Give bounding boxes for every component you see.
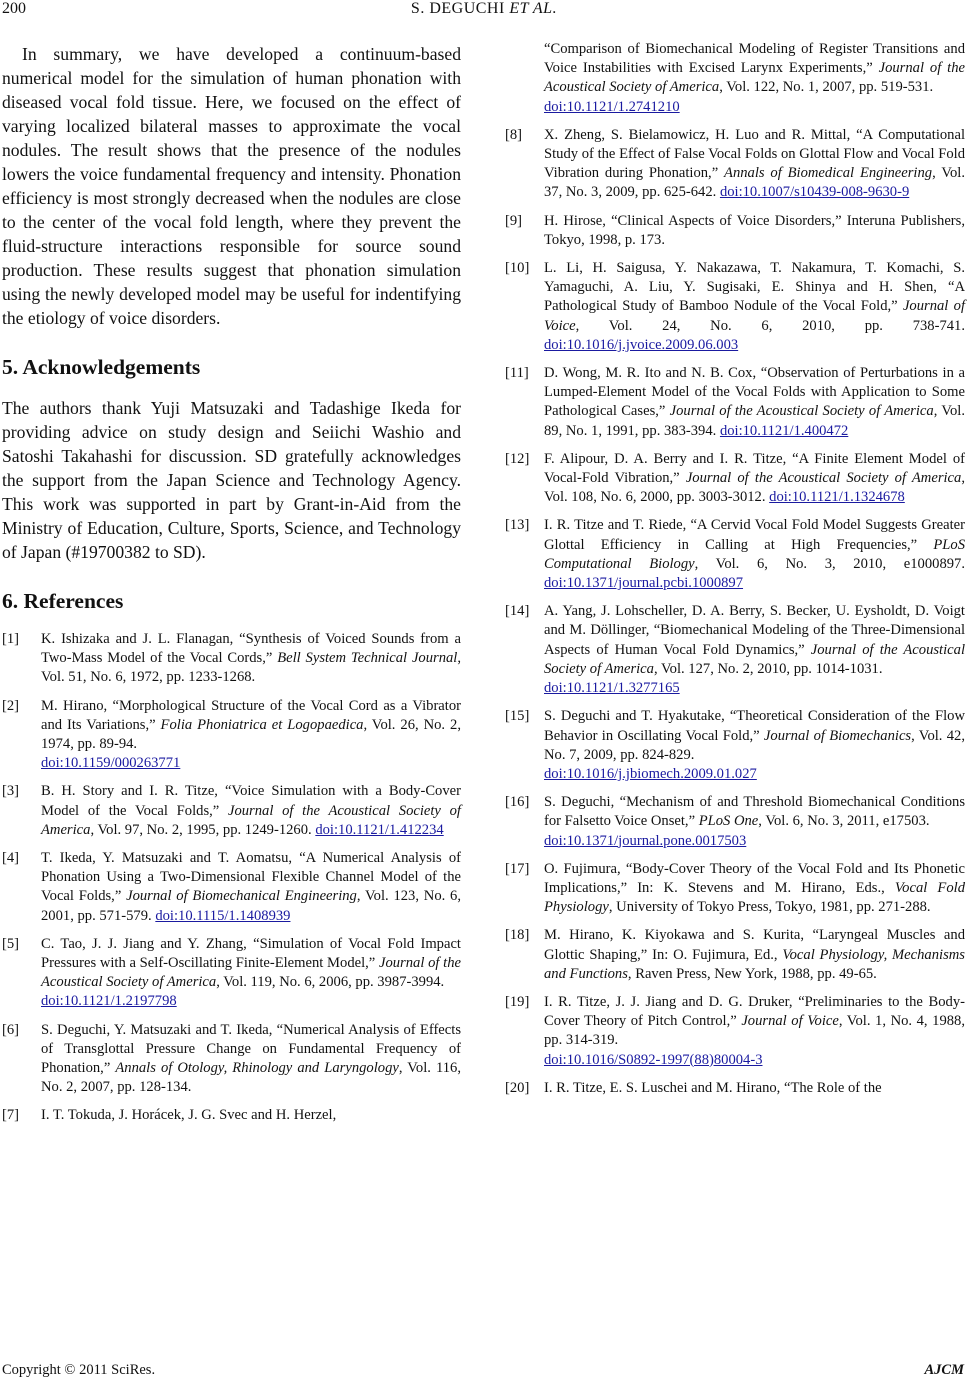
right-column — [505, 40, 965, 1107]
reference-journal: Annals of Otology, Rhinology and Laryngology — [115, 1060, 399, 1077]
reference-details: , Vol. 42, No. 7, 2009, pp. 824-829. — [544, 727, 965, 763]
reference-details: , Vol. 123, No. 6, 2001, pp. 571-579. — [41, 888, 461, 924]
reference-item — [505, 602, 965, 698]
reference-details: , Vol. 97, No. 2, 1995, pp. 1249-1260. — [90, 821, 316, 838]
doi-link[interactable]: doi:10.1016/j.jbiomech.2009.01.027 — [544, 765, 757, 782]
reference-journal: Journal of the Acoustical Society of America — [544, 641, 965, 677]
page-number: 200 — [2, 0, 26, 17]
reference-authors-title: O. Fujimura, “Body-Cover Theory of the Vocal Fold and Its Phonetic Implications,” In: K. Stevens and M. Hirano, Eds., — [544, 860, 965, 896]
reference-authors-title: D. Wong, M. R. Ito and N. B. Cox, “Observation of Perturbations in a Lumped-Element Model of the Vocal Folds with Application to Some Pathological Cases,” — [544, 365, 965, 420]
reference-number: [5] — [2, 935, 20, 952]
reference-authors-title: H. Hirose, “Clinical Aspects of Voice Disorders,” Interuna Publishers, Tokyo, 1998, p. 173. — [544, 212, 965, 248]
summary-paragraph: In summary, we have developed a continuum-based numerical model for the simulation of human phonation with diseased vocal fold tissue. Here, we focused on the effect of varying localized bilateral masses to approximate the vocal nodules. The result shows that the presence of the nodules lowers the voice fundamental frequency and intensity. Phonation efficiency is most strongly decreased when the nodules are close to the center of the vocal fold length, where they prevent the fluid-structure interactions responsible for source sound production. These results suggest that phonation simulation using the newly developed model may be useful for indentifying the etiology of voice disorders. — [2, 44, 461, 328]
reference-number: [2] — [2, 697, 20, 714]
journal-abbreviation: AJCM — [924, 1362, 964, 1378]
reference-details: , Vol. 116, No. 2, 2007, pp. 128-134. — [41, 1060, 461, 1096]
reference-details: , Vol. 24, No. 6, 2010, pp. 738-741. — [575, 317, 965, 334]
reference-details: , Vol. 37, No. 3, 2009, pp. 625-642. — [544, 165, 965, 201]
reference-details: , Vol. 6, No. 3, 2011, e17503. — [758, 813, 930, 830]
reference-number: [4] — [2, 850, 20, 867]
reference-item — [505, 364, 965, 441]
reference-item — [505, 212, 965, 250]
reference-journal: Journal of Voice — [741, 1013, 839, 1030]
running-title-etal: ET AL. — [509, 0, 558, 17]
reference-number: [14] — [505, 603, 530, 620]
reference-authors-title: B. H. Story and I. R. Titze, “Voice Simulation with a Body-Cover Model of the Vocal Folds,” — [41, 783, 461, 819]
reference-details: , Vol. 1, No. 4, 1988, pp. 314-319. — [544, 1013, 965, 1049]
reference-authors-title: A. Yang, J. Lohscheller, D. A. Berry, S. Becker, U. Eysholdt, D. Voigt and M. Döllinger, “Biomechanical Modeling of the Three-Dimensional Aspects of Human Vocal Fold Dynamics,” — [544, 603, 965, 658]
reference-details: , University of Tokyo Press, Tokyo, 1981, pp. 271-288. — [608, 899, 931, 916]
reference-item — [2, 1106, 461, 1125]
reference-item — [505, 993, 965, 1070]
doi-link[interactable]: doi:10.1121/1.400472 — [719, 422, 849, 439]
reference-number: [20] — [505, 1079, 530, 1096]
reference-number: [12] — [505, 450, 530, 467]
reference-journal: Bell System Technical Journal — [277, 650, 458, 667]
doi-link[interactable]: doi:10.1159/000263771 — [41, 755, 181, 772]
reference-item — [2, 1021, 461, 1098]
reference-item — [2, 630, 461, 688]
reference-number: [11] — [505, 365, 529, 382]
reference-authors-title: M. Hirano, K. Kiyokawa and S. Kurita, “Laryngeal Muscles and Glottic Shaping,” In: O. Fujimura, Ed., — [544, 927, 965, 963]
reference-journal: Journal of the Acoustical Society of America — [41, 955, 461, 991]
reference-details: , Vol. 127, No. 2, 2010, pp. 1014-1031. — [653, 660, 883, 677]
reference-item — [505, 259, 965, 355]
reference-item — [505, 1079, 965, 1098]
reference-number: [10] — [505, 260, 530, 277]
reference-journal: Vocal Fold Physiology — [544, 879, 965, 916]
reference-authors-title: I. R. Titze and T. Riede, “A Cervid Vocal Fold Model Suggests Greater Glottal Efficiency in Calling at High Frequencies,” — [544, 517, 965, 553]
reference-details: , Vol. 51, No. 6, 1972, pp. 1233-1268. — [41, 650, 461, 686]
reference-journal: Folia Phoniatrica et Logopaedica — [160, 716, 364, 733]
reference-item — [505, 450, 965, 508]
reference-number: [6] — [2, 1021, 20, 1038]
reference-details: , Vol. 119, No. 6, 2006, pp. 3987-3994. — [216, 974, 445, 991]
reference-authors-title: X. Zheng, S. Bielamowicz, H. Luo and R. Mittal, “A Computational Study of the Effect of False Vocal Folds on Glottal Flow and Vocal Fold Vibration during Phonation,” — [544, 126, 965, 182]
reference-number: [1] — [2, 631, 20, 647]
reference-journal: Annals of Biomedical Engineering — [724, 165, 933, 182]
reference-authors-title: F. Alipour, D. A. Berry and I. R. Titze, “A Finite Element Model of Vocal-Fold Vibration,” — [544, 450, 965, 487]
reference-authors-title: I. R. Titze, J. J. Jiang and D. G. Druker, “Preliminaries to the Body-Cover Theory of Pitch Control,” — [544, 993, 965, 1030]
reference-journal: Journal of Voice — [544, 298, 965, 334]
reference-journal: Journal of the Acoustical Society of America — [544, 60, 965, 96]
doi-link[interactable]: doi:10.1371/journal.pone.0017503 — [544, 832, 747, 849]
reference-number: [3] — [2, 783, 20, 800]
reference-item — [505, 860, 965, 918]
reference-continuation — [505, 40, 965, 117]
reference-journal: Journal of the Acoustical Society of America — [669, 403, 934, 420]
doi-link[interactable]: doi:10.1115/1.1408939 — [155, 907, 291, 924]
reference-details: , Vol. 122, No. 1, 2007, pp. 519-531. — [719, 79, 934, 96]
reference-number: [9] — [505, 212, 523, 229]
reference-details: , Raven Press, New York, 1988, pp. 49-65. — [627, 965, 877, 982]
reference-number: [18] — [505, 927, 530, 944]
left-column — [2, 42, 461, 1135]
reference-journal: Vocal Physiology, Mechanisms and Functions — [544, 946, 965, 982]
reference-authors-title: L. Li, H. Saigusa, Y. Nakazawa, T. Nakamura, T. Komachi, S. Yamaguchi, A. Liu, Y. Sugisaki, E. Shinya and H. Shen, “A Pathological Study of Bamboo Nodule of the Vocal Fold,” — [544, 260, 965, 315]
doi-link[interactable]: doi:10.1121/1.3277165 — [544, 680, 680, 697]
reference-journal: Journal of Biomechanical Engineering — [126, 888, 357, 905]
reference-authors-title: S. Deguchi and T. Hyakutake, “Theoretical Consideration of the Flow Behavior in Oscillating Vocal Fold,” — [544, 708, 965, 744]
reference-journal: Journal of the Acoustical Society of America — [41, 802, 461, 838]
doi-link[interactable]: doi:10.1121/1.2197798 — [41, 993, 177, 1010]
reference-authors-title: S. Deguchi, Y. Matsuzaki and T. Ikeda, “Numerical Analysis of Effects of Transglottal Pressure Change on Fundamental Frequency of Phonation,” — [41, 1021, 461, 1077]
reference-authors-title: “Comparison of Biomechanical Modeling of Register Transitions and Voice Instabilities with Excised Larynx Experiments,” — [544, 41, 965, 77]
reference-item — [505, 926, 965, 984]
reference-number: [13] — [505, 517, 530, 534]
reference-number: [19] — [505, 993, 530, 1010]
reference-journal: Journal of the Acoustical Society of America — [685, 470, 962, 487]
doi-link[interactable]: doi:10.1371/journal.pcbi.1000897 — [544, 575, 744, 592]
reference-item — [2, 782, 461, 840]
reference-item — [505, 707, 965, 784]
references-list-left — [2, 630, 461, 1126]
reference-number: [16] — [505, 794, 530, 811]
doi-link[interactable]: doi:10.1016/j.jvoice.2009.06.003 — [544, 336, 739, 353]
reference-details: , Vol. 89, No. 1, 1991, pp. 383-394. — [544, 403, 965, 439]
doi-link[interactable]: doi:10.1121/1.1324678 — [769, 489, 905, 506]
acknowledgements-heading: 5. Acknowledgements — [2, 355, 201, 379]
references-list-right — [505, 40, 965, 1098]
reference-number: [17] — [505, 860, 530, 877]
reference-item — [505, 793, 965, 851]
reference-details: , Vol. 6, No. 3, 2010, e1000897. — [694, 555, 965, 572]
reference-authors-title: C. Tao, J. J. Jiang and Y. Zhang, “Simulation of Vocal Fold Impact Pressures with a Self-Oscillating Finite-Element Model,” — [41, 935, 461, 972]
reference-authors-title: I. T. Tokuda, J. Horácek, J. G. Svec and H. Herzel, — [41, 1107, 337, 1124]
reference-item — [505, 516, 965, 593]
reference-authors-title: T. Ikeda, Y. Matsuzaki and T. Aomatsu, “A Numerical Analysis of Phonation Using a Two-Dimensional Flexible Channel Model of the Vocal Folds,” — [41, 850, 461, 905]
doi-link[interactable]: doi:10.1016/S0892-1997(88)80004-3 — [544, 1051, 763, 1068]
doi-link[interactable]: doi:10.1007/s10439-008-9630-9 — [719, 184, 910, 201]
doi-link[interactable]: doi:10.1121/1.412234 — [315, 821, 444, 838]
reference-journal: Journal of Biomechanics — [763, 727, 912, 744]
reference-item — [2, 849, 461, 926]
reference-item — [505, 126, 965, 203]
reference-journal: PLoS One — [698, 813, 759, 830]
reference-item — [2, 935, 461, 1012]
reference-journal: PLoS Computational Biology — [544, 536, 965, 572]
copyright-notice: Copyright © 2011 SciRes. — [2, 1362, 156, 1378]
doi-link[interactable]: doi:10.1121/1.2741210 — [544, 98, 680, 115]
running-title-authors: S. DEGUCHI — [410, 0, 505, 17]
running-title — [0, 0, 968, 18]
references-heading: 6. References — [2, 589, 124, 613]
reference-item — [2, 697, 461, 774]
reference-number: [15] — [505, 708, 530, 725]
reference-authors-title: M. Hirano, “Morphological Structure of the Vocal Cord as a Vibrator and Its Variations,” — [41, 697, 461, 733]
reference-number: [8] — [505, 126, 523, 143]
reference-number: [7] — [2, 1107, 20, 1124]
reference-authors-title: K. Ishizaka and J. L. Flanagan, “Synthesis of Voiced Sounds from a Two-Mass Model of the Vocal Cords,” — [41, 631, 461, 667]
reference-details: , Vol. 26, No. 2, 1974, pp. 89-94. — [41, 716, 461, 753]
reference-authors-title: I. R. Titze, E. S. Luschei and M. Hirano, “The Role of the — [544, 1079, 882, 1096]
acknowledgements-text: The authors thank Yuji Matsuzaki and Tadashige Ikeda for providing advice on study design and Seiichi Washio and Satoshi Takahashi for discussion. SD gratefully acknowledges the support from the Japan Science and Technology Agency. This work was supported in part by Grant-in-Aid from the Ministry of Education, Culture, Sports, Science, and Technology of Japan (#19700382 to SD). — [2, 398, 461, 562]
reference-authors-title: S. Deguchi, “Mechanism of and Threshold Biomechanical Conditions for Falsetto Voice Onset,” — [544, 794, 965, 830]
reference-details: , Vol. 108, No. 6, 2000, pp. 3003-3012. — [544, 470, 965, 506]
